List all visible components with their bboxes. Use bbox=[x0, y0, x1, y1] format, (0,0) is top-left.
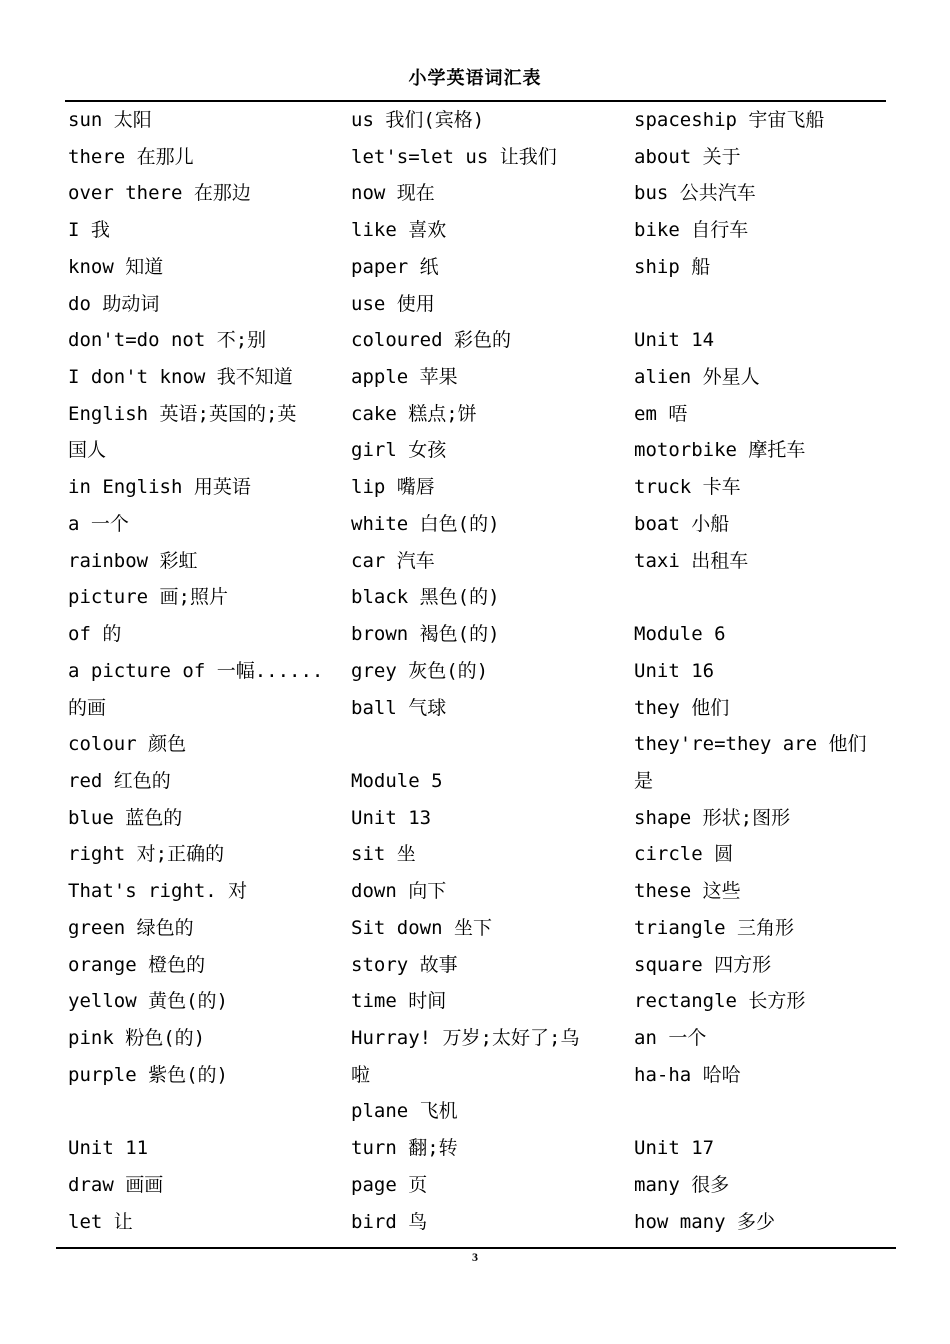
vocab-entry: rainbow 彩虹 bbox=[68, 549, 198, 572]
vocab-entry bbox=[68, 1093, 328, 1130]
vocab-entry: Module 6 bbox=[634, 623, 726, 646]
vocab-entry: blue 蓝色的 bbox=[68, 806, 183, 829]
vocab-entry: orange 橙色的 bbox=[68, 953, 206, 976]
vocab-entry: let's=let us 让我们 bbox=[351, 145, 557, 168]
vocab-entry: time 时间 bbox=[351, 990, 447, 1013]
vocab-entry: picture 画;照片 bbox=[68, 586, 228, 609]
vocab-entry bbox=[634, 1093, 880, 1130]
vocab-entry: plane 飞机 bbox=[351, 1100, 458, 1123]
vocab-entry: coloured 彩色的 bbox=[351, 329, 511, 352]
vocab-entry: they 他们 bbox=[634, 696, 730, 719]
vocab-entry: Hurray! 万岁;太好了;乌 bbox=[351, 1026, 580, 1049]
vocab-entry: English 英语;英国的;英 bbox=[68, 402, 297, 425]
vocab-entry: in English 用英语 bbox=[68, 476, 251, 499]
vocab-entry: like 喜欢 bbox=[351, 219, 447, 242]
vocab-entry: us 我们(宾格) bbox=[351, 109, 485, 131]
vocab-entry: I 我 bbox=[68, 219, 110, 242]
vocab-entry: a 一个 bbox=[68, 512, 129, 535]
vocab-entry: ship 船 bbox=[634, 255, 711, 278]
vocab-entry: green 绿色的 bbox=[68, 916, 194, 939]
vocab-entry: right 对;正确的 bbox=[68, 843, 225, 866]
vocab-entry: don't=do not 不;别 bbox=[68, 329, 267, 352]
vocab-entry: em 唔 bbox=[634, 402, 688, 425]
page-number: 3 bbox=[472, 1250, 478, 1264]
vocab-entry: Unit 16 bbox=[634, 659, 715, 682]
vocab-entry: turn 翻;转 bbox=[351, 1137, 458, 1160]
vocab-entry: 国人 bbox=[68, 439, 107, 462]
footer-rule bbox=[56, 1247, 896, 1249]
vocab-entry: circle 圆 bbox=[634, 843, 734, 866]
vocab-entry bbox=[634, 579, 880, 616]
vocab-entry: over there 在那边 bbox=[68, 182, 251, 205]
vocab-entry: sit 坐 bbox=[351, 843, 416, 866]
vocab-entry: bus 公共汽车 bbox=[634, 182, 756, 205]
vocab-entry: spaceship 宇宙飞船 bbox=[634, 109, 825, 131]
vocab-entry: ball 气球 bbox=[351, 696, 447, 719]
vocab-entry: do 助动词 bbox=[68, 292, 160, 315]
vocab-entry: black 黑色(的) bbox=[351, 586, 500, 609]
vocab-entry: square 四方形 bbox=[634, 953, 772, 976]
vocab-entry: use 使用 bbox=[351, 292, 435, 315]
page-title: 小学英语词汇表 bbox=[408, 68, 542, 89]
vocab-entry: alien 外星人 bbox=[634, 366, 760, 389]
vocab-entry: about 关于 bbox=[634, 145, 741, 168]
vocab-entry: story 故事 bbox=[351, 953, 458, 976]
vocab-entry: Unit 17 bbox=[634, 1137, 715, 1160]
vocab-entry: down 向下 bbox=[351, 880, 447, 903]
vocab-entry: purple 紫色(的) bbox=[68, 1063, 228, 1086]
vocab-entry: know 知道 bbox=[68, 255, 164, 278]
vocab-entry: white 白色(的) bbox=[351, 512, 500, 535]
vocab-entry: brown 褐色(的) bbox=[351, 623, 500, 646]
vocab-entry: truck 卡车 bbox=[634, 476, 741, 499]
vocab-entry: motorbike 摩托车 bbox=[634, 439, 806, 462]
vocab-entry: of 的 bbox=[68, 623, 122, 646]
vocab-entry: page 页 bbox=[351, 1173, 428, 1196]
vocab-entry: taxi 出租车 bbox=[634, 549, 749, 572]
vocab-entry: let 让 bbox=[68, 1210, 133, 1233]
vocab-entry: many 很多 bbox=[634, 1173, 730, 1196]
vocab-entry: bike 自行车 bbox=[634, 219, 749, 242]
vocab-entry: That's right. 对 bbox=[68, 880, 248, 903]
vocab-entry: I don't know 我不知道 bbox=[68, 366, 293, 389]
vocab-entry: Module 5 bbox=[351, 769, 443, 792]
vocab-entry: draw 画画 bbox=[68, 1173, 164, 1196]
vocab-entry: triangle 三角形 bbox=[634, 916, 794, 939]
vocab-entry: Unit 11 bbox=[68, 1137, 149, 1160]
vocab-entry: red 红色的 bbox=[68, 769, 171, 792]
vocab-entry: ha-ha 哈哈 bbox=[634, 1063, 741, 1086]
vocab-entry: sun 太阳 bbox=[68, 109, 152, 131]
vocab-entry: they're=they are 他们 bbox=[634, 733, 867, 756]
vocab-entry: car 汽车 bbox=[351, 549, 435, 572]
vocab-entry: how many 多少 bbox=[634, 1210, 775, 1233]
vocab-column-1 bbox=[68, 102, 328, 1240]
vocab-column-2 bbox=[351, 102, 609, 1240]
vocab-entry: bird 鸟 bbox=[351, 1210, 428, 1233]
vocab-entry: Unit 13 bbox=[351, 806, 432, 829]
vocab-entry: pink 粉色(的) bbox=[68, 1026, 206, 1049]
vocab-entry: Sit down 坐下 bbox=[351, 916, 492, 939]
vocab-entry: these 这些 bbox=[634, 880, 741, 903]
vocab-entry: boat 小船 bbox=[634, 512, 730, 535]
vocab-entry: a picture of 一幅...... bbox=[68, 659, 324, 682]
vocab-entry: rectangle 长方形 bbox=[634, 990, 806, 1013]
vocab-entry: paper 纸 bbox=[351, 255, 439, 278]
vocab-entry: lip 嘴唇 bbox=[351, 476, 435, 499]
vocab-entry: 是 bbox=[634, 769, 654, 792]
vocab-entry: now 现在 bbox=[351, 182, 435, 205]
vocab-entry: colour 颜色 bbox=[68, 733, 187, 756]
vocab-entry: Unit 14 bbox=[634, 329, 715, 352]
vocab-entry: apple 苹果 bbox=[351, 366, 458, 389]
vocab-entry: there 在那儿 bbox=[68, 145, 194, 168]
vocab-column-3 bbox=[634, 102, 880, 1240]
vocab-entry: 的画 bbox=[68, 696, 107, 719]
vocab-entry: grey 灰色(的) bbox=[351, 659, 489, 682]
vocab-entry: girl 女孩 bbox=[351, 439, 447, 462]
vocab-entry: cake 糕点;饼 bbox=[351, 402, 477, 425]
vocab-entry bbox=[634, 286, 880, 323]
vocab-entry bbox=[351, 726, 609, 763]
vocab-entry: shape 形状;图形 bbox=[634, 806, 791, 829]
vocab-entry: yellow 黄色(的) bbox=[68, 990, 228, 1013]
vocab-entry: an 一个 bbox=[634, 1026, 707, 1049]
vocab-entry: 啦 bbox=[351, 1063, 371, 1086]
